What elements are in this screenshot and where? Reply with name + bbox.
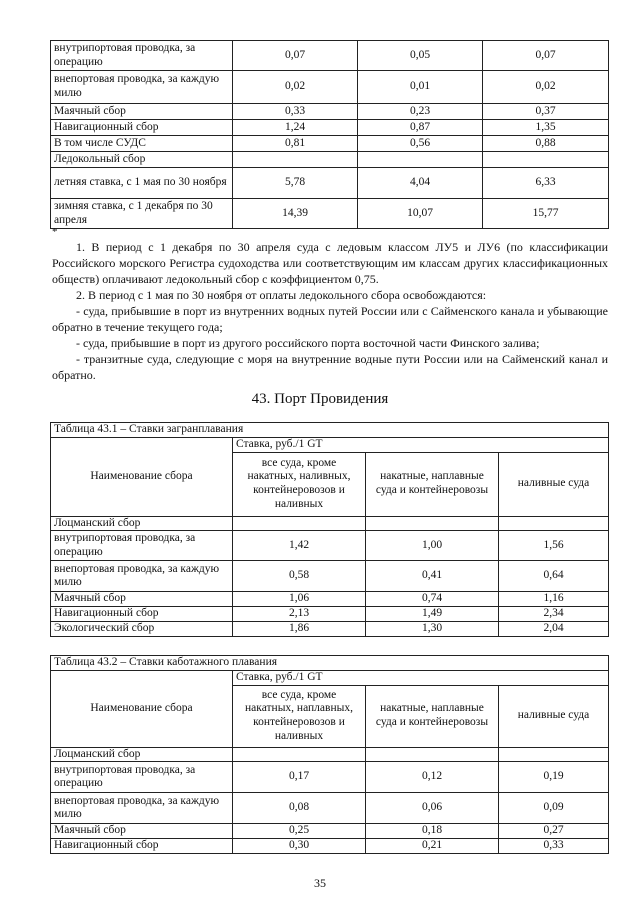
rate-value: 0,56: [358, 136, 483, 152]
rates-table-coastal: [50, 655, 609, 854]
rate-value: [499, 747, 609, 762]
rate-value: 0,07: [483, 41, 609, 71]
note-paragraph: 2. В период с 1 мая по 30 ноября от оплаты ледокольного сбора освобождаются:: [76, 287, 487, 302]
rate-value: 0,18: [366, 824, 499, 839]
rate-value: 0,88: [483, 136, 609, 152]
fee-name: Экологический сбор: [51, 621, 233, 636]
fee-name: Лоцманский сбор: [51, 747, 233, 762]
notes-block: [52, 240, 608, 384]
table-caption: Таблица 43.1 – Ставки загранплавания: [51, 423, 609, 438]
table-row: [51, 41, 609, 71]
table-row: [51, 71, 609, 104]
fee-name: летняя ставка, с 1 мая по 30 ноября: [51, 168, 233, 199]
rate-header: Ставка, руб./1 GT: [233, 670, 609, 685]
rate-value: 1,42: [233, 531, 366, 561]
rate-value: 0,23: [358, 104, 483, 120]
section-heading: 43. Порт Провидения: [251, 391, 389, 407]
rate-value: 0,06: [366, 793, 499, 824]
column-header: наливные суда: [499, 685, 609, 747]
rate-value: [483, 152, 609, 168]
rate-value: 0,87: [358, 120, 483, 136]
note-list-item: - транзитные суда, следующие с моря на внутренние водные пути России или на Сайменский канал и обратно.: [52, 351, 608, 382]
fee-name: Маячный сбор: [51, 104, 233, 120]
fee-name: Лоцманский сбор: [51, 516, 233, 531]
rate-value: 0,19: [499, 762, 609, 793]
rate-value: 0,08: [233, 793, 366, 824]
rate-value: 0,64: [499, 561, 609, 592]
rate-value: 0,02: [233, 71, 358, 104]
table-row: [51, 607, 609, 622]
rate-value: [366, 747, 499, 762]
fee-name: внепортовая проводка, за каждую милю: [51, 71, 233, 104]
fee-name: Ледокольный сбор: [51, 152, 233, 168]
rate-value: 0,81: [233, 136, 358, 152]
rate-value: 4,04: [358, 168, 483, 199]
rate-header: Ставка, руб./1 GT: [233, 437, 609, 452]
column-header: все суда, кроме накатных, наплавных, контейнеровозов и наливных: [233, 685, 366, 747]
fee-name: Навигационный сбор: [51, 839, 233, 854]
table-row: [51, 516, 609, 531]
column-header: все суда, кроме накатных, наливных, контейнеровозов и наливных: [233, 452, 366, 516]
rate-value: 1,06: [233, 592, 366, 607]
table-row: [51, 199, 609, 229]
rate-value: 1,30: [366, 621, 499, 636]
table-row: [51, 120, 609, 136]
table-row: [51, 561, 609, 592]
note-paragraph: 1. В период с 1 декабря по 30 апреля суда с ледовым классом ЛУ5 и ЛУ6 (по классификации Российского морского Регистра судоходства или соответствующим им классам других классификационных обществ) оплачивают ледокольный сбор с коэффициентом 0,75.: [52, 240, 608, 286]
rate-value: 1,86: [233, 621, 366, 636]
rate-value: [499, 516, 609, 531]
rate-value: [366, 516, 499, 531]
rate-value: 6,33: [483, 168, 609, 199]
table-row: [51, 839, 609, 854]
rate-value: [233, 152, 358, 168]
rate-value: 0,17: [233, 762, 366, 793]
note-list-item: - суда, прибывшие в порт из другого российского порта восточной части Финского залива;: [76, 335, 540, 350]
rate-value: 0,02: [483, 71, 609, 104]
table-row: [51, 531, 609, 561]
rate-value: 1,16: [499, 592, 609, 607]
column-header-name: Наименование сбора: [51, 670, 233, 747]
table-row: [51, 824, 609, 839]
rate-value: 5,78: [233, 168, 358, 199]
fee-name: внепортовая проводка, за каждую милю: [51, 793, 233, 824]
rate-value: 1,35: [483, 120, 609, 136]
rate-value: 1,49: [366, 607, 499, 622]
table-row: [51, 152, 609, 168]
rate-value: 1,56: [499, 531, 609, 561]
fee-name: внутрипортовая проводка, за операцию: [51, 41, 233, 71]
fee-name: Маячный сбор: [51, 592, 233, 607]
fee-name: В том числе СУДС: [51, 136, 233, 152]
table-row: [51, 136, 609, 152]
rate-value: 0,12: [366, 762, 499, 793]
rate-value: [358, 152, 483, 168]
rate-value: [233, 516, 366, 531]
rate-value: 0,30: [233, 839, 366, 854]
rate-value: 2,34: [499, 607, 609, 622]
rate-value: 0,58: [233, 561, 366, 592]
fee-name: Навигационный сбор: [51, 607, 233, 622]
column-header: накатные, наплавные суда и контейнеровозы: [366, 685, 499, 747]
rate-value: [233, 747, 366, 762]
rates-table-continuation: [50, 40, 609, 229]
rate-value: 0,33: [499, 839, 609, 854]
table-row: [51, 762, 609, 793]
table-row: [51, 747, 609, 762]
rate-value: 0,01: [358, 71, 483, 104]
rate-value: 10,07: [358, 199, 483, 229]
column-header: накатные, наплавные суда и контейнеровозы: [366, 452, 499, 516]
column-header-name: Наименование сбора: [51, 437, 233, 516]
table-row: [51, 168, 609, 199]
rate-value: 0,27: [499, 824, 609, 839]
fee-name: внепортовая проводка, за каждую милю: [51, 561, 233, 592]
rate-value: 0,25: [233, 824, 366, 839]
fee-name: Маячный сбор: [51, 824, 233, 839]
page-number: 35: [314, 876, 326, 890]
table-caption: Таблица 43.2 – Ставки каботажного плавания: [51, 656, 609, 671]
table-row: [51, 621, 609, 636]
rates-table-foreign: [50, 422, 609, 637]
rate-value: 0,21: [366, 839, 499, 854]
rate-value: 1,24: [233, 120, 358, 136]
table-row: [51, 793, 609, 824]
rate-value: 0,74: [366, 592, 499, 607]
table-row: [51, 592, 609, 607]
rate-value: 15,77: [483, 199, 609, 229]
table-row: [51, 104, 609, 120]
note-list-item: - суда, прибывшие в порт из внутренних водных путей России или с Сайменского канала и убывающие обратно в течение текущего года;: [52, 303, 608, 334]
rate-value: 2,04: [499, 621, 609, 636]
column-header: наливные суда: [499, 452, 609, 516]
footnote-marker: *: [52, 226, 58, 238]
fee-name: Навигационный сбор: [51, 120, 233, 136]
rate-value: 1,00: [366, 531, 499, 561]
fee-name: внутрипортовая проводка, за операцию: [51, 762, 233, 793]
rate-value: 2,13: [233, 607, 366, 622]
rate-value: 0,09: [499, 793, 609, 824]
rate-value: 0,05: [358, 41, 483, 71]
rate-value: 14,39: [233, 199, 358, 229]
rate-value: 0,37: [483, 104, 609, 120]
fee-name: зимняя ставка, с 1 декабря по 30 апреля: [51, 199, 233, 229]
fee-name: внутрипортовая проводка, за операцию: [51, 531, 233, 561]
rate-value: 0,33: [233, 104, 358, 120]
rate-value: 0,41: [366, 561, 499, 592]
rate-value: 0,07: [233, 41, 358, 71]
